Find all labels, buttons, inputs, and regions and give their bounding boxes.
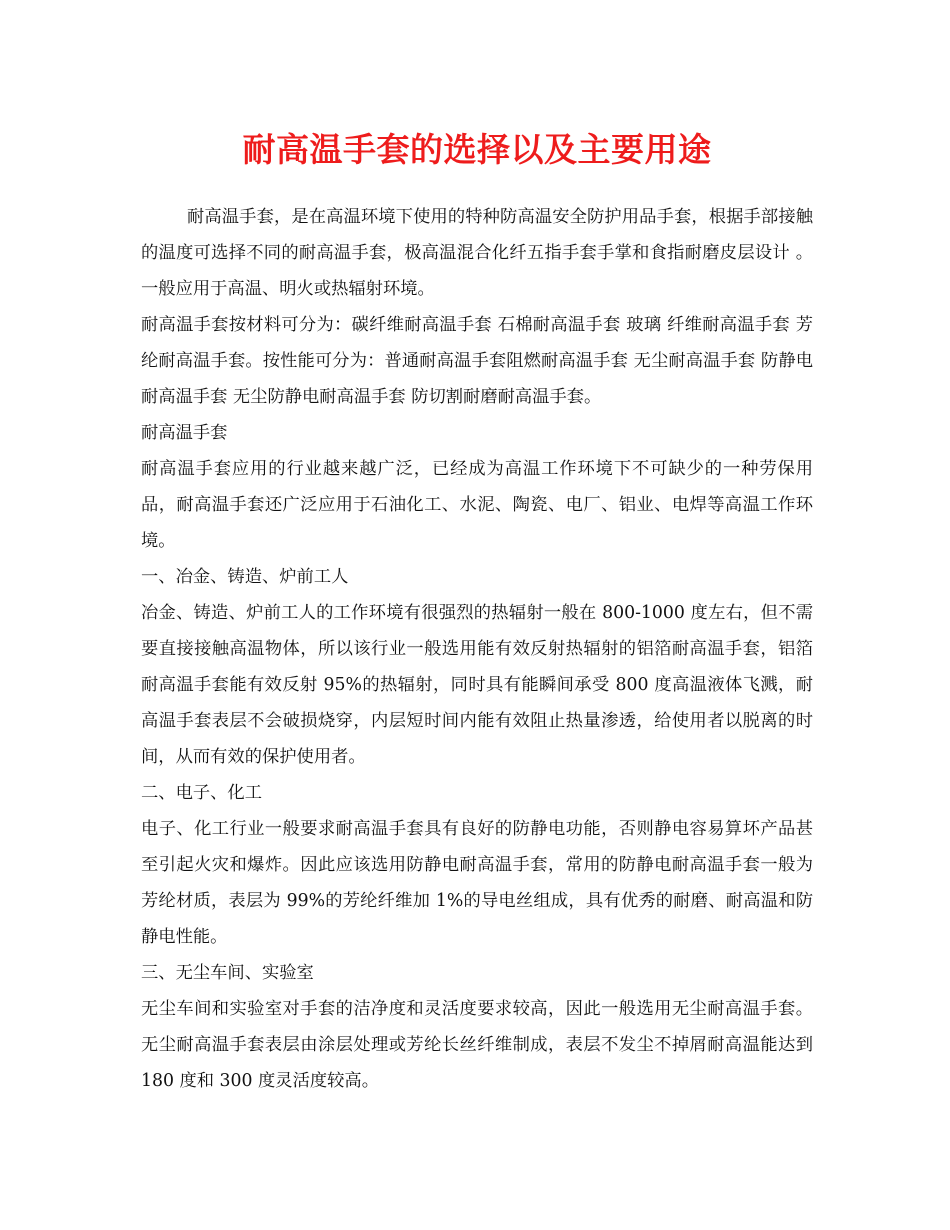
section-heading-electronics: 二、电子、化工: [141, 783, 262, 803]
classification-paragraph: 耐高温手套按材料可分为：碳纤维耐高温手套 石棉耐高温手套 玻璃 纤维耐高温手套 芳纶耐高温手套。按性能可分为：普通耐高温手套阻燃耐高温手套 无尘耐高温手套 防静电耐高温手套 无尘防静电耐高温手套 防切割耐磨耐高温手套。: [141, 315, 813, 407]
section-heading-cleanroom: 三、无尘车间、实验室: [141, 963, 314, 983]
cleanroom-paragraph: 无尘车间和实验室对手套的洁净度和灵活度要求较高，因此一般选用无尘耐高温手套。无尘耐高温手套表层由涂层处理或芳纶长丝纤维制成，表层不发尘不掉屑耐高温能达到 180 度和 300 度灵活度较高。: [141, 999, 813, 1091]
section-heading: 耐高温手套: [141, 423, 228, 443]
electronics-paragraph: 电子、化工行业一般要求耐高温手套具有良好的防静电功能，否则静电容易算坏产品甚至引起火灾和爆炸。因此应该选用防静电耐高温手套，常用的防静电耐高温手套一般为芳纶材质，表层为 99%的芳纶纤维加 1%的导电丝组成，具有优秀的耐磨、耐高温和防静电性能。: [141, 819, 813, 947]
intro-paragraph: 耐高温手套，是在高温环境下使用的特种防高温安全防护用品手套，根据手部接触的温度可选择不同的耐高温手套，极高温混合化纤五指手套手掌和食指耐磨皮层设计 。一般应用于高温、明火或热辐射环境。: [141, 207, 813, 299]
document-body: [141, 199, 813, 1099]
section-heading-metallurgy: 一、冶金、铸造、炉前工人: [141, 567, 349, 587]
document-title: 耐高温手套的选择以及主要用途: [242, 130, 712, 169]
metallurgy-paragraph: 冶金、铸造、炉前工人的工作环境有很强烈的热辐射一般在 800-1000 度左右，但不需要直接接触高温物体，所以该行业一般选用能有效反射热辐射的铝箔耐高温手套，铝箔耐高温手套能有效反射 95%的热辐射，同时具有能瞬间承受 800 度高温液体飞溅，耐高温手套表层不会破损烧穿，内层短时间内能有效阻止热量渗透，给使用者以脱离的时间，从而有效的保护使用者。: [141, 603, 813, 767]
application-paragraph: 耐高温手套应用的行业越来越广泛，已经成为高温工作环境下不可缺少的一种劳保用品，耐高温手套还广泛应用于石油化工、水泥、陶瓷、电厂、铝业、电焊等高温工作环境。: [141, 459, 813, 551]
